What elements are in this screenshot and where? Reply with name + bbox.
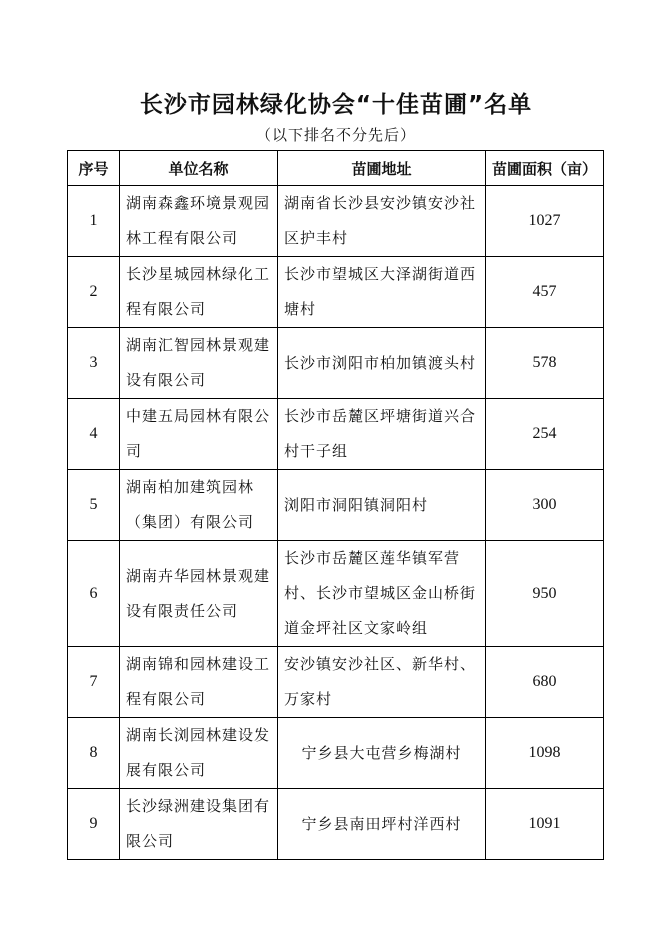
row-address: 湖南省长沙县安沙镇安沙社区护丰村 — [278, 186, 486, 257]
row-name: 湖南长浏园林建设发展有限公司 — [120, 718, 278, 789]
row-no: 4 — [68, 399, 120, 470]
page-subtitle: （以下排名不分先后） — [255, 126, 416, 144]
row-area: 254 — [486, 399, 604, 470]
table-row — [68, 541, 604, 647]
nursery-table — [67, 150, 604, 860]
table-row — [68, 257, 604, 328]
row-no: 8 — [68, 718, 120, 789]
row-name: 中建五局园林有限公司 — [120, 399, 278, 470]
row-area: 1091 — [486, 789, 604, 860]
row-address: 长沙市岳麓区莲华镇军营村、长沙市望城区金山桥街道金坪社区文家岭组 — [278, 541, 486, 647]
row-no: 7 — [68, 647, 120, 718]
table-row — [68, 789, 604, 860]
row-name: 长沙星城园林绿化工程有限公司 — [120, 257, 278, 328]
header-area: 苗圃面积（亩） — [486, 151, 604, 186]
row-area: 1027 — [486, 186, 604, 257]
table-row — [68, 647, 604, 718]
row-name: 湖南柏加建筑园林（集团）有限公司 — [120, 470, 278, 541]
row-address: 长沙市望城区大泽湖街道西塘村 — [278, 257, 486, 328]
row-area: 578 — [486, 328, 604, 399]
page-title: 长沙市园林绿化协会“十佳苗圃”名单 — [139, 92, 533, 118]
header-address: 苗圃地址 — [278, 151, 486, 186]
row-address: 长沙市浏阳市柏加镇渡头村 — [278, 328, 486, 399]
row-name: 湖南锦和园林建设工程有限公司 — [120, 647, 278, 718]
header-no: 序号 — [68, 151, 120, 186]
row-no: 3 — [68, 328, 120, 399]
table-row — [68, 186, 604, 257]
row-area: 300 — [486, 470, 604, 541]
row-area: 680 — [486, 647, 604, 718]
header-name: 单位名称 — [120, 151, 278, 186]
row-address: 长沙市岳麓区坪塘街道兴合村干子组 — [278, 399, 486, 470]
row-no: 5 — [68, 470, 120, 541]
row-address: 安沙镇安沙社区、新华村、万家村 — [278, 647, 486, 718]
table-row — [68, 328, 604, 399]
table-row — [68, 718, 604, 789]
row-no: 9 — [68, 789, 120, 860]
row-no: 6 — [68, 541, 120, 647]
row-area: 950 — [486, 541, 604, 647]
row-address: 宁乡县南田坪村洋西村 — [278, 789, 486, 860]
row-address: 宁乡县大屯营乡梅湖村 — [278, 718, 486, 789]
table-row — [68, 470, 604, 541]
row-name: 湖南森鑫环境景观园林工程有限公司 — [120, 186, 278, 257]
row-area: 1098 — [486, 718, 604, 789]
table-header-row — [68, 151, 604, 186]
row-name: 湖南卉华园林景观建设有限责任公司 — [120, 541, 278, 647]
row-address: 浏阳市洞阳镇洞阳村 — [278, 470, 486, 541]
row-name: 湖南汇智园林景观建设有限公司 — [120, 328, 278, 399]
row-area: 457 — [486, 257, 604, 328]
row-name: 长沙绿洲建设集团有限公司 — [120, 789, 278, 860]
row-no: 2 — [68, 257, 120, 328]
table-row — [68, 399, 604, 470]
row-no: 1 — [68, 186, 120, 257]
